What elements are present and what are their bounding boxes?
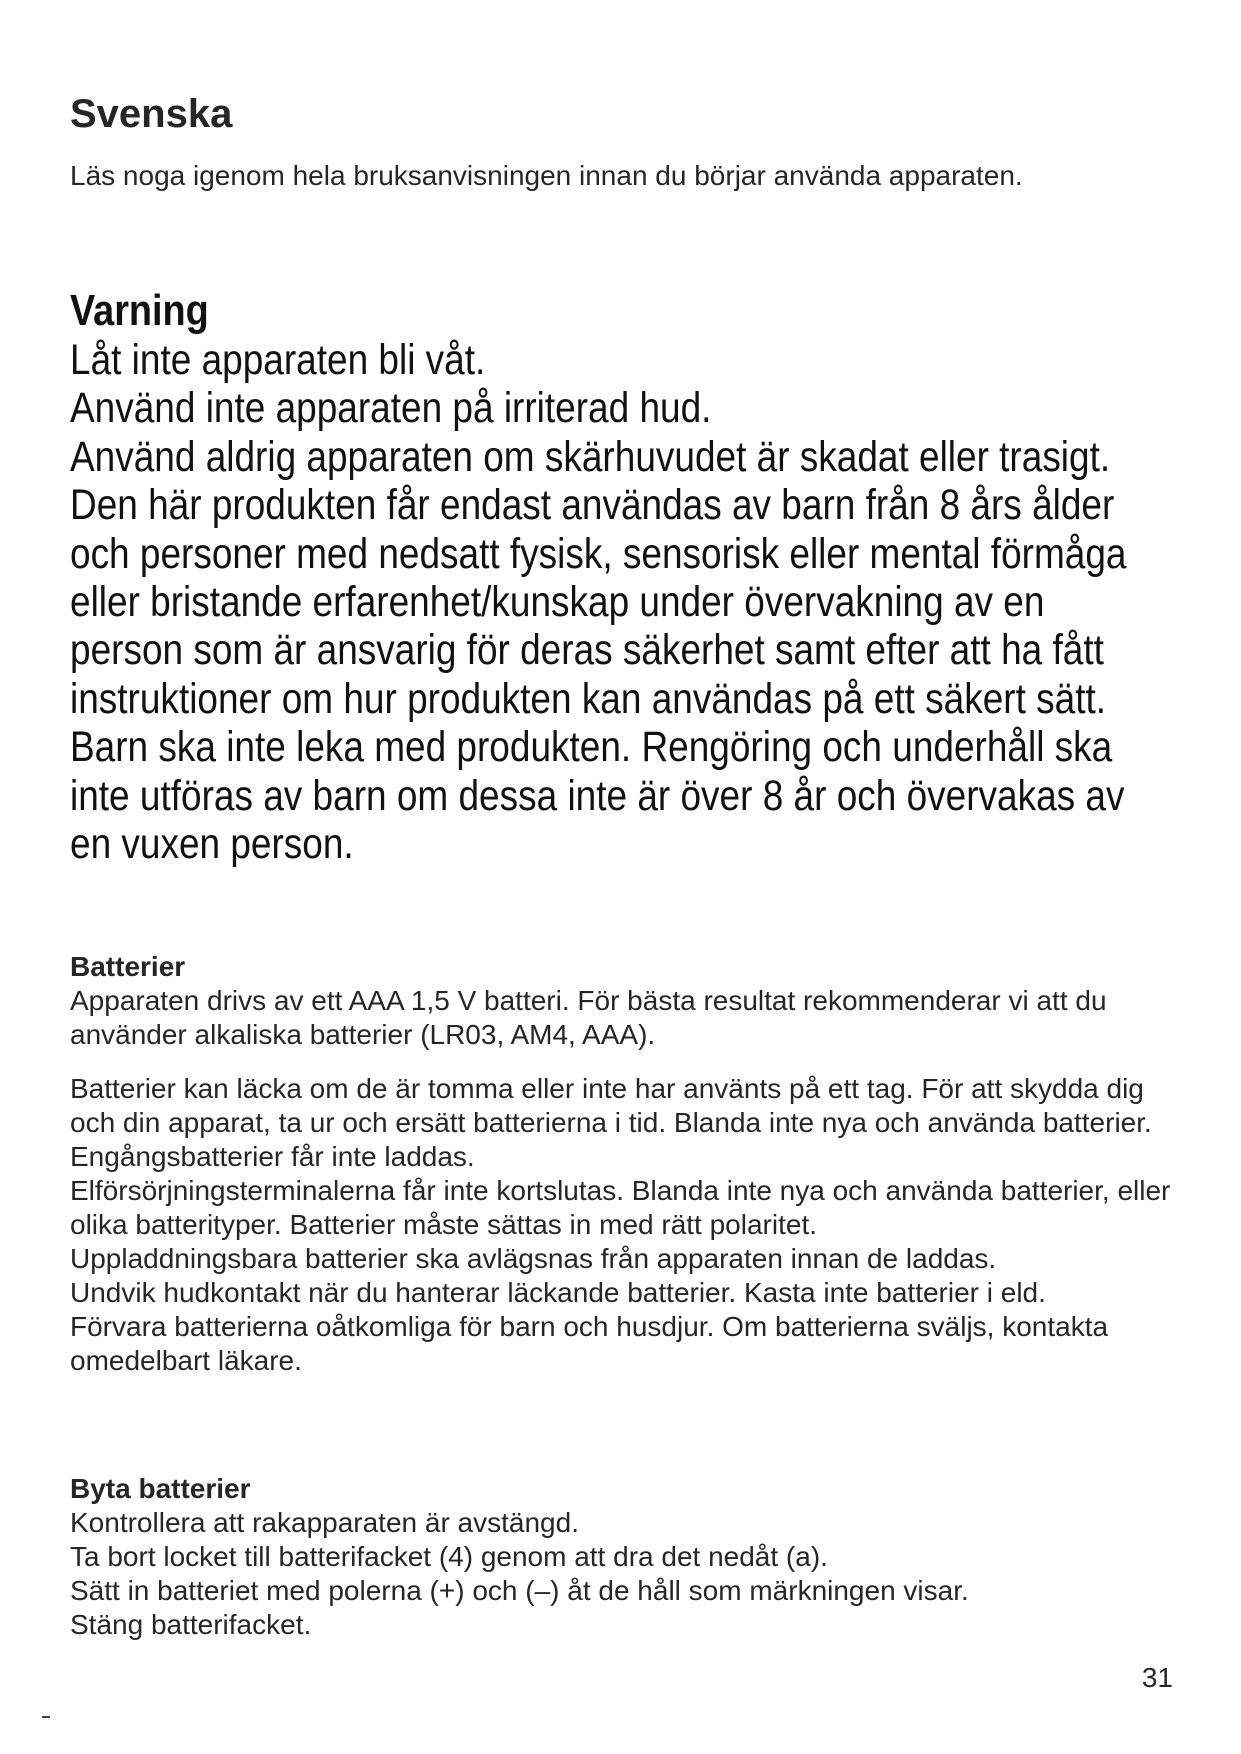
language-title: Svenska [70, 92, 233, 136]
batteries-line: Uppladdningsbara batterier ska avlägsnas från apparaten innan de laddas. [70, 1243, 997, 1274]
batteries-line: Undvik hudkontakt när du hanterar läckande batterier. Kasta inte batterier i eld. [70, 1277, 1046, 1308]
batteries-title: Batterier [70, 951, 186, 982]
replace-batteries-section [70, 1472, 1180, 1642]
warning-title: Varning [70, 286, 209, 335]
replace-step: Stäng batterifacket. [70, 1609, 312, 1640]
warning-line: Använd inte apparaten på irriterad hud. [70, 384, 712, 433]
intro-text: Läs noga igenom hela bruksanvisningen innan du börjar använda apparaten. [70, 160, 1023, 191]
replace-step: Kontrollera att rakapparaten är avstängd. [70, 1507, 579, 1538]
replace-step: Sätt in batteriet med polerna (+) och (–) åt de håll som märkningen visar. [70, 1575, 969, 1606]
warning-body [70, 336, 1141, 868]
batteries-line: Elförsörjningsterminalerna får inte kortslutas. Blanda inte nya och använda batterier, eller olika batterityper. Batterier måste sättas in med rätt polaritet. [70, 1175, 1171, 1240]
batteries-paragraph: Apparaten drivs av ett AAA 1,5 V batteri. För bästa resultat rekommenderar vi att du använder alkaliska batterier (LR03, AM4, AAA). [70, 985, 1107, 1050]
batteries-section [70, 950, 1180, 1378]
replace-step: Ta bort locket till batterifacket (4) genom att dra det nedåt (a). [70, 1541, 828, 1572]
scan-mark [42, 1716, 50, 1718]
page-number: 31 [1141, 1662, 1173, 1693]
replace-batteries-title: Byta batterier [70, 1473, 251, 1504]
warning-line: Låt inte apparaten bli våt. [70, 336, 486, 384]
warning-line: Använd aldrig apparaten om skärhuvudet är skadat eller trasigt. [70, 432, 1111, 481]
batteries-line: Förvara batterierna oåtkomliga för barn och husdjur. Om batterierna sväljs, kontakta omedelbart läkare. [70, 1311, 1109, 1376]
warning-line: Den här produkten får endast användas av barn från 8 års ålder och personer med nedsatt fysisk, sensorisk eller mental förmåga eller bristande erfarenhet/kunskap under övervakning av en person som är ansvarig för deras säkerhet samt efter att ha fått instruktioner om hur produkten kan användas på ett säkert sätt. Barn ska inte leka med produkten. Rengöring och underhåll ska inte utföras av barn om dessa inte är över 8 år och övervakas av en vuxen person. [70, 481, 1127, 869]
batteries-line: Batterier kan läcka om de är tomma eller inte har använts på ett tag. För att skydda dig och din apparat, ta ur och ersätt batterierna i tid. Blanda inte nya och använda batterier. Engångsbatterier får inte laddas. [70, 1073, 1152, 1172]
